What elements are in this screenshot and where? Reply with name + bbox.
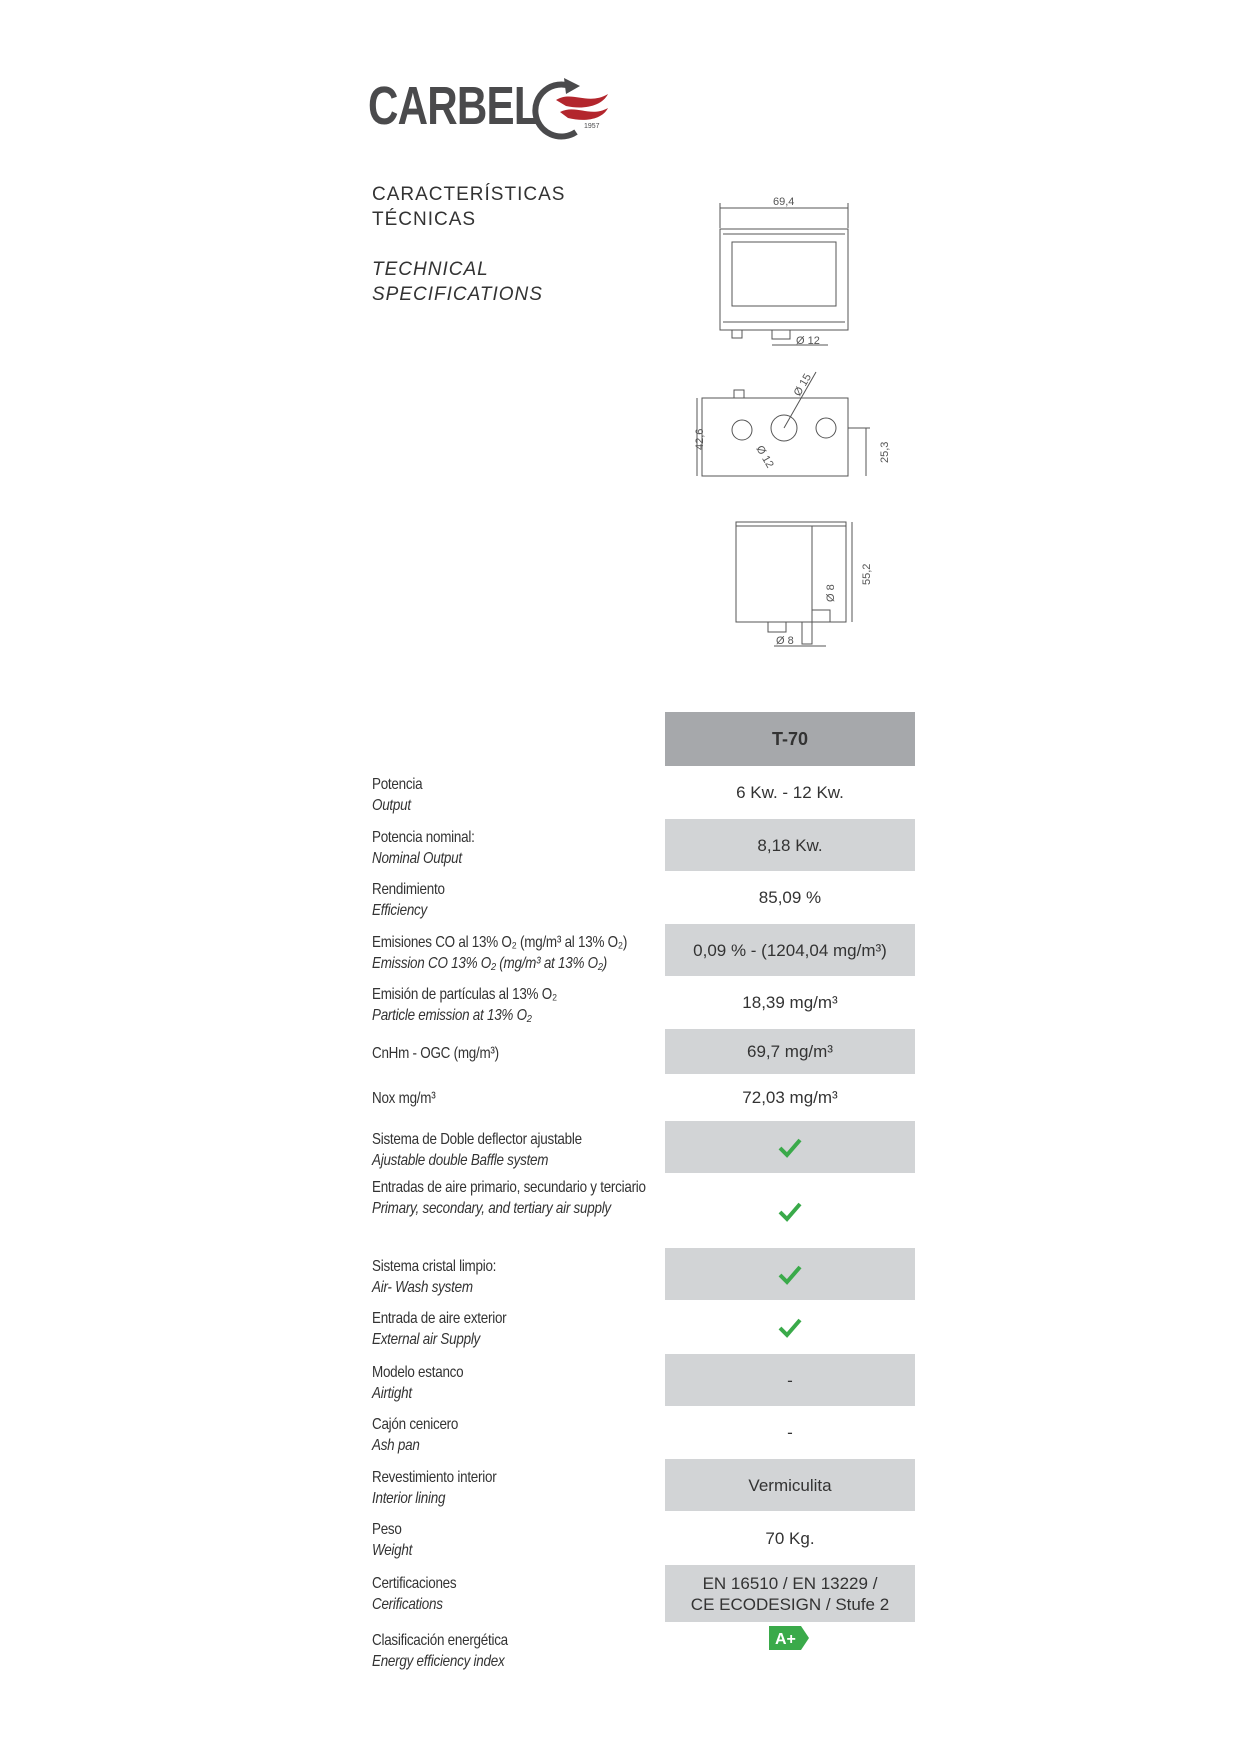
front-view-drawing [720,196,848,347]
spec-label-en: Energy efficiency index [372,1653,505,1670]
svg-text:Ø 8: Ø 8 [825,584,837,602]
spec-row [372,1459,915,1511]
check-icon [777,1136,803,1158]
spec-value [665,1029,915,1074]
spec-label-en: Primary, secondary, and tertiary air supply [372,1200,611,1217]
spec-label-es: Clasificación energética [372,1632,508,1649]
spec-value-text: Vermiculita [748,1475,832,1495]
svg-text:A+: A+ [775,1631,796,1648]
spec-label [372,827,658,869]
side-view-drawing [736,522,873,647]
spec-value [665,976,915,1029]
spec-label-es: Sistema cristal limpio: [372,1258,497,1275]
spec-value-text: - [787,1370,793,1390]
spec-label-es: Cajón cenicero [372,1416,459,1433]
svg-text:Ø 12: Ø 12 [753,443,776,471]
spec-label-en: Nominal Output [372,850,462,867]
spec-row [372,1121,915,1173]
check-icon [777,1200,803,1222]
energy-class-badge [769,1626,811,1650]
svg-text:69,4: 69,4 [773,196,795,208]
spec-value [665,1074,915,1121]
spec-label-es: Potencia [372,776,423,793]
spec-value [665,1511,915,1565]
spec-label-es: Nox mg/m³ [372,1090,436,1107]
spec-label [372,1256,658,1298]
spec-label [372,879,658,921]
spec-row [372,1248,915,1300]
spec-label-en: Emission CO 13% O₂ (mg/m³ at 13% O₂) [372,955,607,972]
spec-value [665,1248,915,1300]
svg-text:25,3: 25,3 [879,441,891,463]
spec-value [665,1459,915,1511]
title-es-line1: CARACTERÍSTICAS [372,184,566,205]
spec-label-es: Sistema de Doble deflector ajustable [372,1131,582,1148]
spec-label-es: Revestimiento interior [372,1469,497,1486]
spec-label-es: Entrada de aire exterior [372,1310,507,1327]
spec-row [372,976,915,1029]
svg-text:55,2: 55,2 [861,563,873,585]
spec-label-en: Air- Wash system [372,1279,473,1296]
spec-label-es: Peso [372,1521,402,1538]
model-header: T-70 [665,712,915,766]
svg-text:1957: 1957 [584,123,600,130]
spec-label-en: Ajustable double Baffle system [372,1152,549,1169]
spec-value [665,1406,915,1459]
spec-label [372,1519,658,1561]
spec-label [372,1630,658,1672]
spec-label-es: Modelo estanco [372,1364,464,1381]
spec-value [665,819,915,871]
spec-row [372,871,915,924]
logo-wordmark: CARBEL [368,76,539,136]
spec-value-text: 8,18 Kw. [757,835,823,855]
spec-label [372,1177,658,1219]
spec-value [665,1300,915,1354]
spec-label-en: Ash pan [372,1437,420,1454]
spec-value-text: 72,03 mg/m³ [742,1088,838,1107]
spec-label-es: Emisiones CO al 13% O₂ (mg/m³ al 13% O₂) [372,934,628,951]
spec-label-es: Rendimiento [372,881,445,898]
spec-value [665,871,915,924]
spec-label [372,1088,658,1109]
top-view-drawing [694,372,891,476]
spec-value-text: 69,7 mg/m³ [747,1042,833,1061]
spec-label [372,984,658,1026]
spec-value-text: 18,39 mg/m³ [742,993,838,1012]
spec-label-en: Output [372,797,411,814]
spec-value [665,1565,915,1622]
spec-row [372,924,915,976]
spec-label-en: Particle emission at 13% O₂ [372,1007,532,1024]
spec-value-text: EN 16510 / EN 13229 / CE ECODESIGN / Stufe 2 [690,1573,890,1614]
spec-row [372,766,915,819]
spec-label [372,1043,658,1064]
spec-value [665,1173,915,1248]
spec-label-en: Interior lining [372,1490,446,1507]
spec-label [372,774,658,816]
svg-text:Ø 15: Ø 15 [791,371,814,399]
spec-label-en: External air Supply [372,1331,481,1348]
check-icon [777,1316,803,1338]
spec-label-en: Efficiency [372,902,428,919]
svg-text:Ø 12: Ø 12 [796,335,820,347]
spec-value-text: 85,09 % [758,888,822,907]
spec-row [372,1300,915,1354]
spec-value-text: 0,09 % - (1204,04 mg/m³) [693,940,887,960]
spec-label [372,1362,658,1404]
spec-row [372,1622,915,1692]
title-en-line1: TECHNICAL [372,259,489,280]
spec-label [372,1308,658,1350]
spec-row [372,1565,915,1622]
spec-value [665,1622,915,1692]
spec-row [372,1511,915,1565]
spec-label [372,1573,658,1615]
spec-label-en: Weight [372,1542,413,1559]
spec-row [372,1354,915,1406]
spec-label [372,932,658,974]
spec-label-es: Entradas de aire primario, secundario y terciario [372,1179,646,1196]
spec-label-es: Potencia nominal: [372,829,475,846]
spec-value [665,1121,915,1173]
spec-label [372,1129,658,1171]
spec-label-en: Airtight [372,1385,412,1402]
spec-row [372,819,915,871]
spec-value [665,924,915,976]
spec-row [372,1406,915,1459]
title-en-line2: SPECIFICATIONS [372,284,543,305]
spec-label [372,1467,658,1509]
spec-label-es: Certificaciones [372,1575,457,1592]
spec-row [372,1029,915,1074]
svg-text:Ø 8: Ø 8 [776,635,794,647]
spec-value-text: - [787,1423,793,1442]
title-es-line2: TÉCNICAS [372,209,477,230]
spec-value-text: 6 Kw. - 12 Kw. [736,783,844,802]
technical-drawings [0,0,1241,680]
spec-value [665,766,915,819]
spec-label-en: Cerifications [372,1596,443,1613]
spec-value [665,1354,915,1406]
spec-label-es: Emisión de partículas al 13% O₂ [372,986,557,1003]
spec-label [372,1414,658,1456]
spec-value-text: 70 Kg. [765,1528,815,1548]
check-icon [777,1263,803,1285]
spec-row [372,1074,915,1121]
spec-label-es: CnHm - OGC (mg/m³) [372,1045,499,1062]
svg-text:42,6: 42,6 [694,428,706,450]
spec-row [372,1173,915,1248]
